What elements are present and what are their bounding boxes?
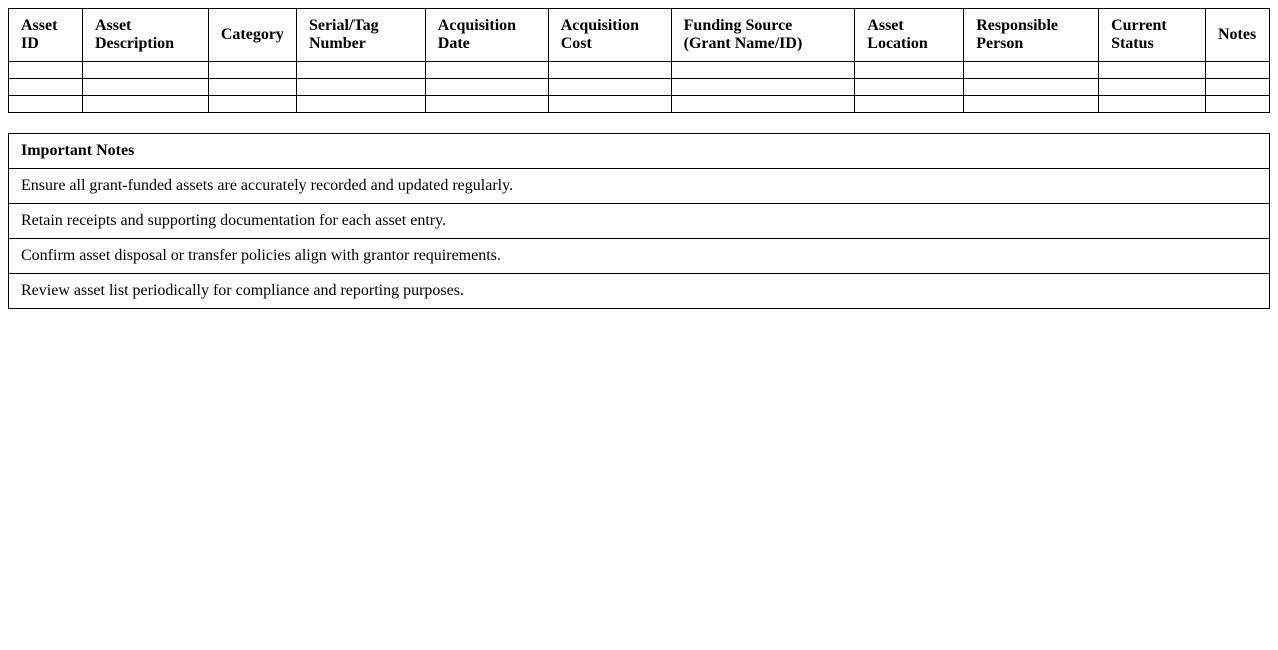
header-category: Category xyxy=(208,9,296,62)
table-cell[interactable] xyxy=(82,79,208,96)
table-cell[interactable] xyxy=(208,96,296,113)
table-cell[interactable] xyxy=(855,96,964,113)
table-cell[interactable] xyxy=(1205,96,1269,113)
note-item: Review asset list periodically for compliance and reporting purposes. xyxy=(9,274,1270,309)
header-asset-location: Asset Location xyxy=(855,9,964,62)
table-cell[interactable] xyxy=(964,62,1099,79)
table-cell[interactable] xyxy=(82,96,208,113)
table-cell[interactable] xyxy=(548,79,671,96)
header-serial-tag-number: Serial/Tag Number xyxy=(296,9,425,62)
table-cell[interactable] xyxy=(296,79,425,96)
table-row xyxy=(9,62,1270,79)
header-responsible-person: Responsible Person xyxy=(964,9,1099,62)
table-cell[interactable] xyxy=(425,79,548,96)
table-cell[interactable] xyxy=(1099,62,1206,79)
table-row xyxy=(9,96,1270,113)
note-item: Retain receipts and supporting documentation for each asset entry. xyxy=(9,204,1270,239)
table-cell[interactable] xyxy=(671,79,855,96)
note-row xyxy=(9,204,1270,239)
table-cell[interactable] xyxy=(425,62,548,79)
table-cell[interactable] xyxy=(1099,96,1206,113)
header-acquisition-date: Acquisition Date xyxy=(425,9,548,62)
table-cell[interactable] xyxy=(1099,79,1206,96)
asset-register-table xyxy=(8,8,1270,113)
note-row xyxy=(9,274,1270,309)
table-cell[interactable] xyxy=(425,96,548,113)
table-cell[interactable] xyxy=(296,62,425,79)
table-cell[interactable] xyxy=(208,62,296,79)
note-item: Ensure all grant-funded assets are accurately recorded and updated regularly. xyxy=(9,169,1270,204)
notes-header-row xyxy=(9,134,1270,169)
important-notes-table xyxy=(8,133,1270,309)
table-cell[interactable] xyxy=(671,96,855,113)
table-cell[interactable] xyxy=(548,62,671,79)
table-cell[interactable] xyxy=(1205,79,1269,96)
header-asset-id: Asset ID xyxy=(9,9,83,62)
table-cell[interactable] xyxy=(1205,62,1269,79)
table-cell[interactable] xyxy=(855,62,964,79)
table-cell[interactable] xyxy=(964,79,1099,96)
table-cell[interactable] xyxy=(296,96,425,113)
note-row xyxy=(9,239,1270,274)
table-cell[interactable] xyxy=(855,79,964,96)
table-header-row xyxy=(9,9,1270,62)
notes-title: Important Notes xyxy=(9,134,1270,169)
table-cell[interactable] xyxy=(82,62,208,79)
table-cell[interactable] xyxy=(208,79,296,96)
note-item: Confirm asset disposal or transfer policies align with grantor requirements. xyxy=(9,239,1270,274)
header-asset-description: Asset Description xyxy=(82,9,208,62)
table-row xyxy=(9,79,1270,96)
table-cell[interactable] xyxy=(9,96,83,113)
table-cell[interactable] xyxy=(9,62,83,79)
table-cell[interactable] xyxy=(548,96,671,113)
table-cell[interactable] xyxy=(9,79,83,96)
header-notes: Notes xyxy=(1205,9,1269,62)
header-current-status: Current Status xyxy=(1099,9,1206,62)
table-cell[interactable] xyxy=(671,62,855,79)
header-funding-source: Funding Source (Grant Name/ID) xyxy=(671,9,855,62)
header-acquisition-cost: Acquisition Cost xyxy=(548,9,671,62)
note-row xyxy=(9,169,1270,204)
table-cell[interactable] xyxy=(964,96,1099,113)
